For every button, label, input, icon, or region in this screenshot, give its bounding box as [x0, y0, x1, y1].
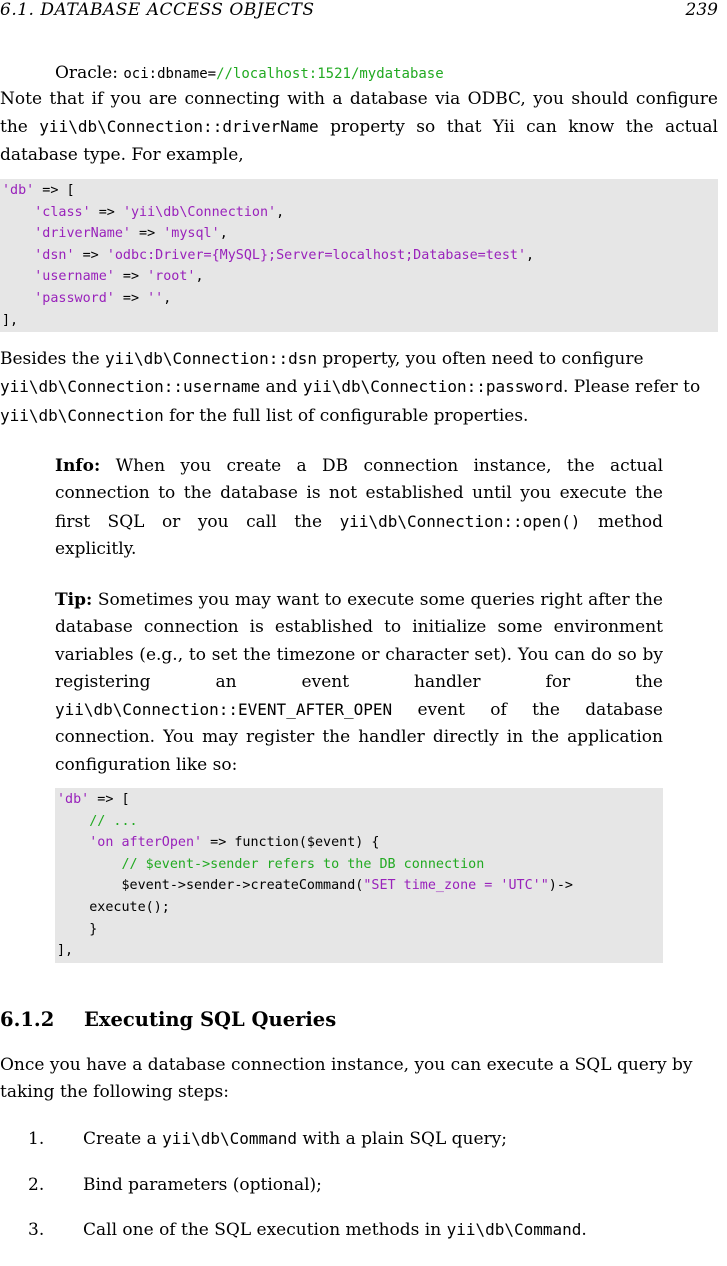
list-item: 3. Call one of the SQL execution methods in yii\db\Command. [28, 1220, 587, 1240]
steps-list [28, 1129, 718, 1266]
running-header [0, 0, 718, 24]
list-item: 2. Bind parameters (optional); [28, 1174, 322, 1195]
code-block-after-open: 'db' => [ // ... 'on afterOpen' => function($event) { // $event->sender refers to the DB connection $event->sender->createCommand("SET time_zone = 'UTC'")-> execute(); } ], [55, 788, 663, 963]
odbc-paragraph: Note that if you are connecting with a database via ODBC, you should configure the yii\db\Connection::driverName property so that Yii can know the actual database type. For example, [0, 89, 718, 165]
info-label: Info: [55, 456, 101, 476]
info-box: Info: When you create a DB connection instance, the actual connection to the database is not established until you execute the first SQL or you call the yii\db\Connection::open() method explicitly. [55, 456, 664, 559]
tip-box: Tip: Sometimes you may want to execute some queries right after the database connection is established to initialize some environment variables (e.g., to set the timezone or character set). You can do so by registering an event handler for the yii\db\Connection::EVENT_AFTER_OPEN event of the database connection. You may register the handler directly in the application configuration like so: [55, 590, 663, 775]
tip-label: Tip: [55, 590, 93, 610]
header-section-title: 6.1. DATABASE ACCESS OBJECTS [0, 0, 315, 20]
steps-intro-paragraph: Once you have a database connection instance, you can execute a SQL query by taking the following steps: [0, 1055, 693, 1103]
besides-paragraph: Besides the yii\db\Connection::dsn property, you often need to configure yii\db\Connection::username and yii\db\Connection::password. Please refer to yii\db\Connection for the full list of configurable properties. [0, 349, 701, 426]
oracle-dsn-line: Oracle: oci:dbname=//localhost:1521/mydatabase [55, 63, 444, 83]
code-block-odbc-config: 'db' => [ 'class' => 'yii\db\Connection', 'driverName' => 'mysql', 'dsn' => 'odbc:Driver={MySQL};Server=localhost;Database=test', 'username' => 'root', 'password' => '', ], [0, 179, 718, 332]
header-page-number: 239 [685, 0, 718, 20]
section-heading: 6.1.2 Executing SQL Queries [0, 1008, 337, 1031]
list-item: 1. Create a yii\db\Command with a plain SQL query; [28, 1129, 508, 1149]
